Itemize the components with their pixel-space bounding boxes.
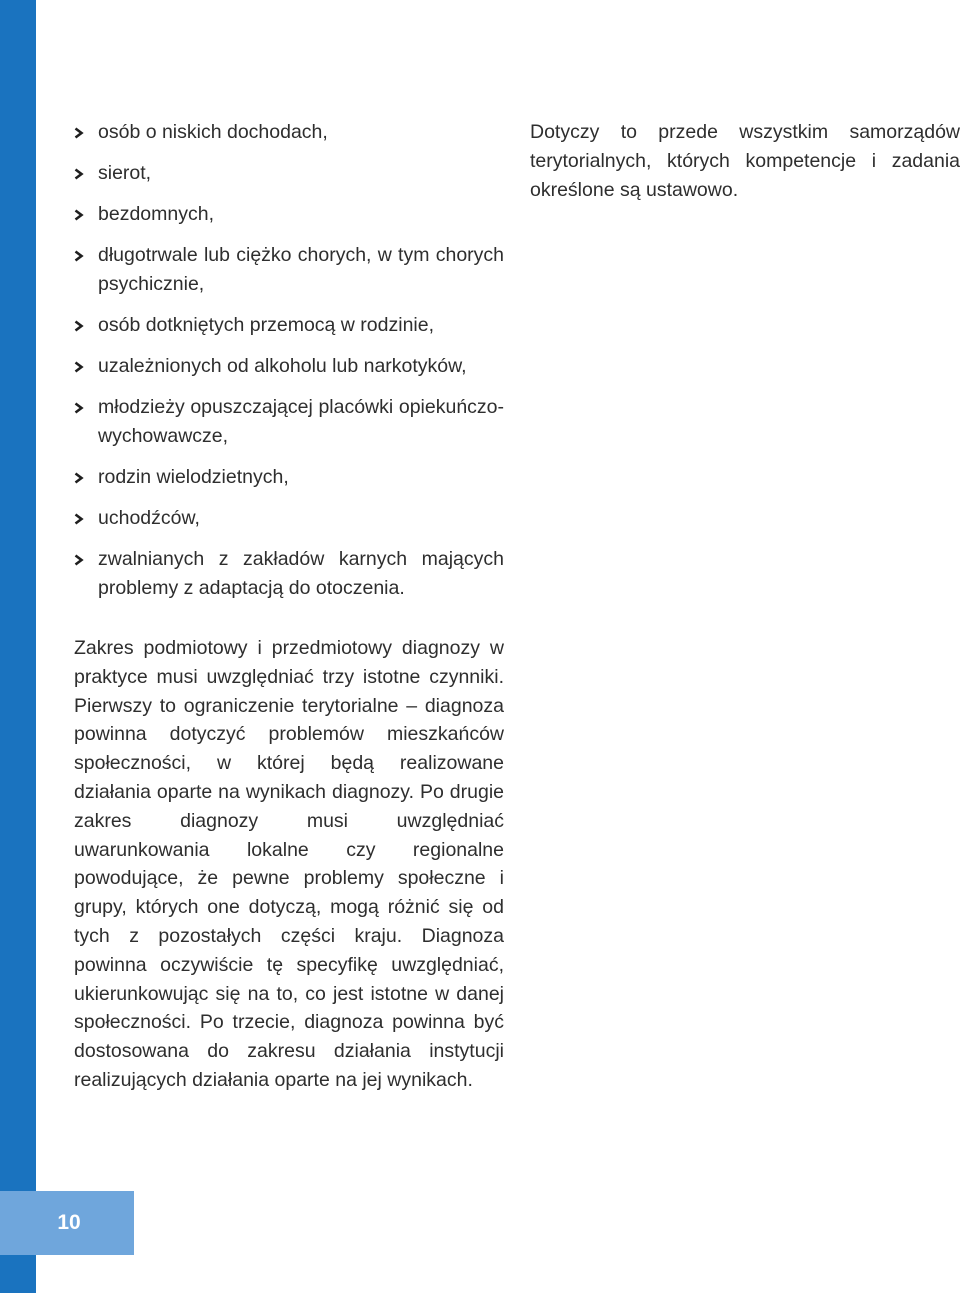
list-item	[74, 311, 504, 340]
chevron-right-icon	[74, 200, 88, 229]
list-item-text: uchodźców,	[98, 507, 200, 529]
list-item-text: długotrwale lub ciężko chorych, w tym chorych psychicznie,	[98, 244, 504, 295]
list-item-text: młodzieży opuszczającej placówki opiekuńczo-wychowawcze,	[98, 396, 504, 447]
chevron-right-icon	[74, 393, 88, 422]
list-item-text: rodzin wielodzietnych,	[98, 466, 289, 488]
list-item	[74, 118, 504, 147]
list-item-text: zwalnianych z zakładów karnych mających problemy z adaptacją do otoczenia.	[98, 548, 504, 599]
right-column	[530, 118, 960, 205]
list-item-text: bezdomnych,	[98, 203, 214, 225]
right-paragraph: Dotyczy to przede wszystkim samorządów terytorialnych, których kompetencje i zadania określone są ustawowo.	[530, 121, 960, 201]
chevron-right-icon	[74, 241, 88, 270]
chevron-right-icon	[74, 118, 88, 147]
list-item	[74, 159, 504, 188]
body-paragraph: Zakres podmiotowy i przedmiotowy diagnozy w praktyce musi uwzględniać trzy istotne czynniki. Pierwszy to ograniczenie terytorialne – diagnoza powinna dotyczyć problemów mieszkańców społeczności, w której będą realizowane działania oparte na wynikach diagnozy. Po drugie zakres diagnozy musi uwzględniać uwarunkowania lokalne czy regionalne powodujące, że pewne problemy społeczne i grupy, których one dotyczą, mogą różnić się od tych z pozostałych części kraju. Diagnoza powinna oczywiście tę specyfikę uwzględniać, ukierunkowując się na to, co jest istotne w danej społeczności. Po trzecie, diagnoza powinna być dostosowana do zakresu działania instytucji realizujących działania oparte na jej wynikach.	[74, 637, 504, 1091]
list-item-text: uzależnionych od alkoholu lub narkotyków,	[98, 355, 467, 377]
bullet-list	[74, 118, 504, 603]
list-item-text: sierot,	[98, 162, 152, 184]
chevron-right-icon	[74, 311, 88, 340]
side-color-bar	[0, 0, 36, 1293]
chevron-right-icon	[74, 159, 88, 188]
list-item	[74, 545, 504, 603]
chevron-right-icon	[74, 545, 88, 574]
list-item	[74, 393, 504, 451]
chevron-right-icon	[74, 463, 88, 492]
list-item-text: osób o niskich dochodach,	[98, 121, 328, 143]
list-item	[74, 463, 504, 492]
left-column	[74, 118, 504, 1095]
list-item	[74, 241, 504, 299]
list-item-text: osób dotkniętych przemocą w rodzinie,	[98, 314, 435, 336]
chevron-right-icon	[74, 504, 88, 533]
list-item	[74, 352, 504, 381]
list-item	[74, 504, 504, 533]
page-number-box	[0, 1191, 134, 1255]
chevron-right-icon	[74, 352, 88, 381]
list-item	[74, 200, 504, 229]
page-number: 10	[57, 1211, 81, 1234]
